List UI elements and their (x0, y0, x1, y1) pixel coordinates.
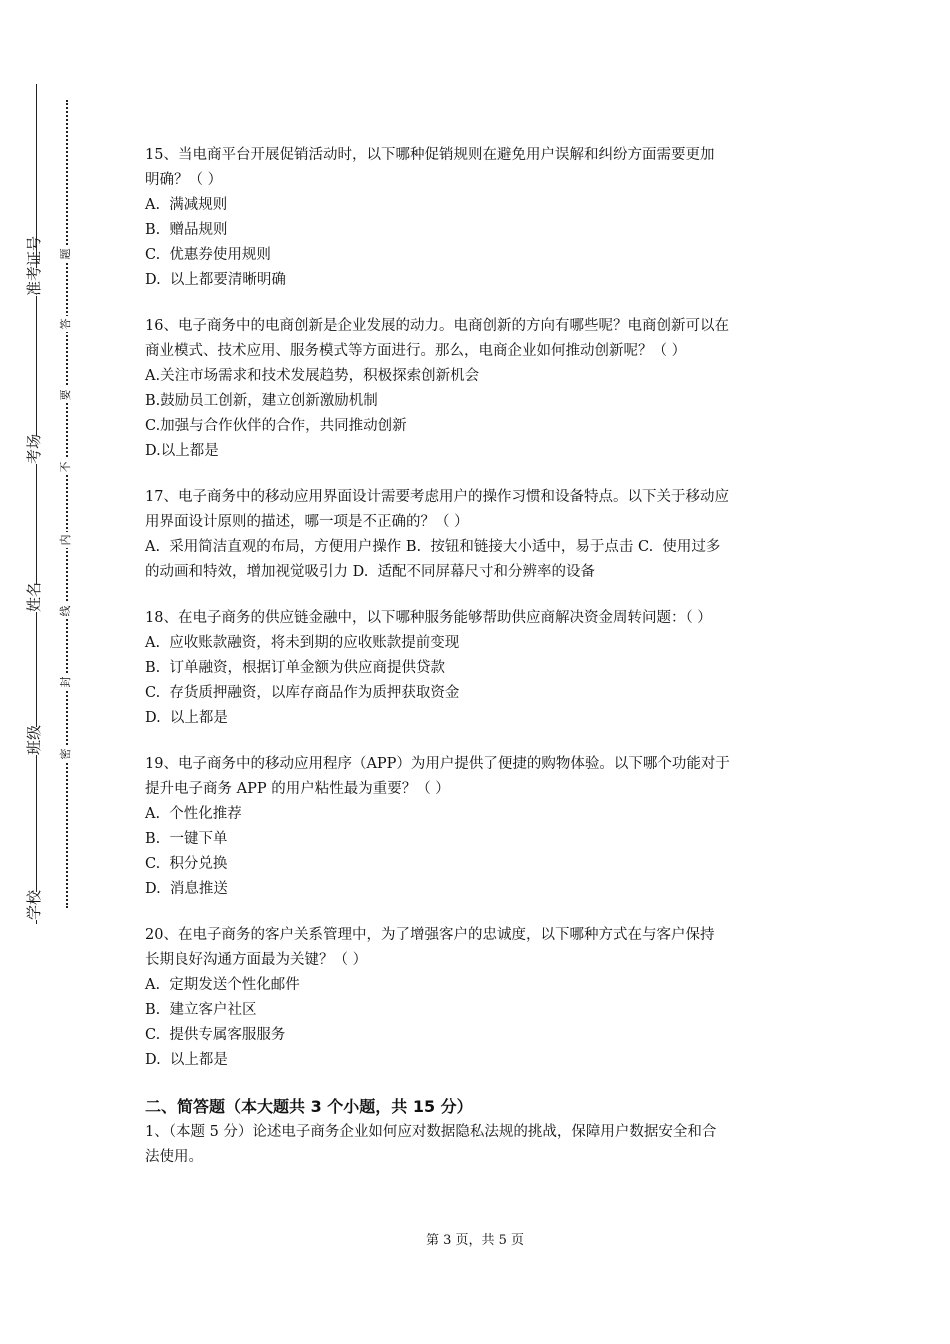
question-stem: 商业模式、技术应用、服务模式等方面进行。那么，电商企业如何推动创新呢？（ ） (145, 343, 687, 359)
option-d: D. 消息推送 (145, 881, 228, 897)
option-d: D.以上都是 (145, 443, 219, 459)
option-c: C. 存货质押融资，以库存商品作为质押获取资金 (145, 685, 460, 701)
binding-margin (0, 0, 110, 1344)
question-stem: 16、电子商务中的电商创新是企业发展的动力。电商创新的方向有哪些呢？电商创新可以在 (145, 318, 729, 334)
option-a: A. 个性化推荐 (145, 806, 242, 822)
page-footer: 第 3 页，共 5 页 (425, 1233, 525, 1248)
option-b: B. 建立客户社区 (145, 1002, 257, 1018)
option-b: B. 一键下单 (145, 831, 228, 847)
seal-char: 线 (58, 603, 74, 619)
question-stem: 明确？（ ） (145, 172, 223, 188)
short-answer-question-1: 1、（本题 5 分）论述电子商务企业如何应对数据隐私法规的挑战，保障用户数据安全和合 (145, 1124, 717, 1140)
question-stem: 用界面设计原则的描述，哪一项是不正确的？（ ） (145, 514, 469, 530)
option-d: D. 以上都是 (145, 1052, 228, 1068)
question-18 (145, 606, 810, 731)
seal-char: 题 (58, 246, 74, 262)
question-stem: 提升电子商务 APP 的用户粘性最为重要？（ ） (145, 781, 450, 797)
seal-char: 封 (58, 674, 74, 690)
question-stem: 17、电子商务中的移动应用界面设计需要考虑用户的操作习惯和设备特点。以下关于移动应 (145, 489, 729, 505)
school-label: 学校 (20, 892, 48, 920)
option-d: D. 以上都是 (145, 710, 228, 726)
question-stem: 19、电子商务中的移动应用程序（APP）为用户提供了便捷的购物体验。以下哪个功能对于 (145, 756, 730, 772)
option-c: C. 积分兑换 (145, 856, 228, 872)
question-16 (145, 314, 810, 464)
question-15 (145, 143, 810, 293)
question-19 (145, 752, 810, 902)
exam-id-label: 准考证号 (20, 268, 48, 296)
question-stem: 长期良好沟通方面最为关键？（ ） (145, 952, 368, 968)
option-d: D. 以上都要清晰明确 (145, 272, 286, 288)
seal-char: 内 (58, 532, 74, 548)
section-title: 二、简答题（本大题共 3 个小题，共 15 分） (145, 1097, 473, 1116)
option-b: B. 赠品规则 (145, 222, 228, 238)
option-b: B. 订单融资，根据订单金额为供应商提供贷款 (145, 660, 445, 676)
seal-char: 密 (58, 746, 74, 762)
question-options-inline: A. 采用简洁直观的布局，方便用户操作 B. 按钮和链接大小适中，易于点击 C. 使用过多 (145, 539, 721, 555)
option-b: B.鼓励员工创新，建立创新激励机制 (145, 393, 378, 409)
question-20 (145, 923, 810, 1073)
exam-room-label: 考场 (20, 436, 48, 464)
question-stem: 18、在电子商务的供应链金融中，以下哪种服务能够帮助供应商解决资金周转问题：（ ） (145, 610, 712, 626)
exam-content (145, 143, 810, 1170)
option-a: A. 定期发送个性化邮件 (145, 977, 300, 993)
question-options-inline: 的动画和特效，增加视觉吸引力 D. 适配不同屏幕尺寸和分辨率的设备 (145, 564, 596, 580)
option-a: A. 应收账款融资，将未到期的应收账款提前变现 (145, 635, 460, 651)
name-label: 姓名 (20, 584, 48, 612)
seal-char: 要 (58, 387, 74, 403)
option-c: C.加强与合作伙伴的合作，共同推动创新 (145, 418, 407, 434)
option-c: C. 提供专属客服服务 (145, 1027, 286, 1043)
seal-char: 答 (58, 316, 74, 332)
question-17 (145, 485, 810, 585)
option-a: A.关注市场需求和技术发展趋势，积极探索创新机会 (145, 368, 480, 384)
short-answer-question-1: 法使用。 (145, 1149, 203, 1165)
question-stem: 20、在电子商务的客户关系管理中，为了增强客户的忠诚度，以下哪种方式在与客户保持 (145, 927, 715, 943)
binding-solid-line (36, 84, 37, 924)
option-c: C. 优惠券使用规则 (145, 247, 271, 263)
option-a: A. 满减规则 (145, 197, 228, 213)
question-stem: 15、当电商平台开展促销活动时，以下哪种促销规则在避免用户误解和纠纷方面需要更加 (145, 147, 715, 163)
seal-char: 不 (58, 459, 74, 475)
class-label: 班级 (20, 727, 48, 755)
binding-dotted-line (66, 100, 68, 908)
